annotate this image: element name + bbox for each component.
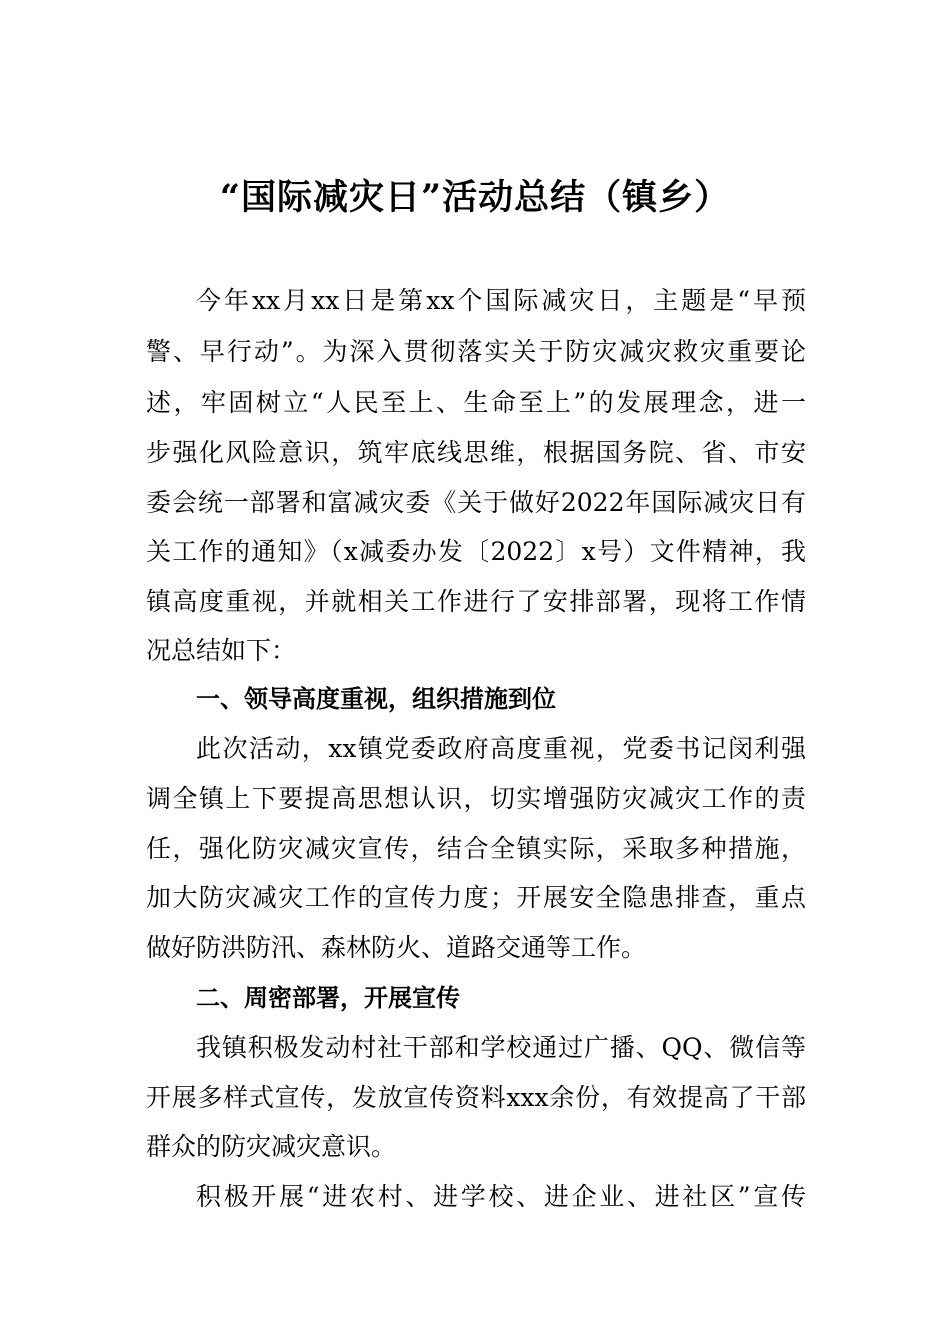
paragraph-line: 述，牢固树立“人民至上、生命至上”的发展理念，进一 (146, 388, 806, 417)
paragraph-line: 关工作的通知》（x减委办发〔2022〕x号）文件精神，我 (146, 537, 806, 566)
section-heading: 二、周密部署，开展宣传 (196, 984, 460, 1012)
paragraph-line: 今年xx月xx日是第xx个国际减灾日，主题是“早预 (196, 286, 806, 315)
paragraph-line: 此次活动，xx镇党委政府高度重视，党委书记闵利强 (196, 734, 806, 763)
paragraph-line: 步强化风险意识，筑牢底线思维，根据国务院、省、市安 (146, 438, 806, 467)
paragraph-line: 警、早行动”。为深入贯彻落实关于防灾减灾救灾重要论 (146, 337, 806, 366)
paragraph-line: 群众的防灾减灾意识。 (146, 1132, 397, 1161)
paragraph-line: 镇高度重视，并就相关工作进行了安排部署，现将工作情 (146, 587, 806, 616)
paragraph-line: 开展多样式宣传，发放宣传资料xxx余份，有效提高了干部 (146, 1083, 806, 1112)
document-title: “国际减灾日”活动总结（镇乡） (219, 177, 731, 218)
paragraph-line: 况总结如下： (146, 636, 297, 665)
paragraph-line: 加大防灾减灾工作的宣传力度；开展安全隐患排查，重点 (146, 883, 806, 912)
paragraph-line: 我镇积极发动村社干部和学校通过广播、QQ、微信等 (196, 1033, 806, 1062)
paragraph-line: 做好防洪防汛、森林防火、道路交通等工作。 (146, 933, 647, 962)
paragraph-line: 委会统一部署和富减灾委《关于做好2022年国际减灾日有 (146, 488, 806, 517)
paragraph-line: 任，强化防灾减灾宣传，结合全镇实际，采取多种措施， (146, 834, 806, 863)
section-heading: 一、领导高度重视，组织措施到位 (196, 685, 556, 713)
paragraph-line: 调全镇上下要提高思想认识，切实增强防灾减灾工作的责 (146, 784, 806, 813)
paragraph-line: 积极开展“进农村、进学校、进企业、进社区”宣传 (196, 1182, 806, 1211)
